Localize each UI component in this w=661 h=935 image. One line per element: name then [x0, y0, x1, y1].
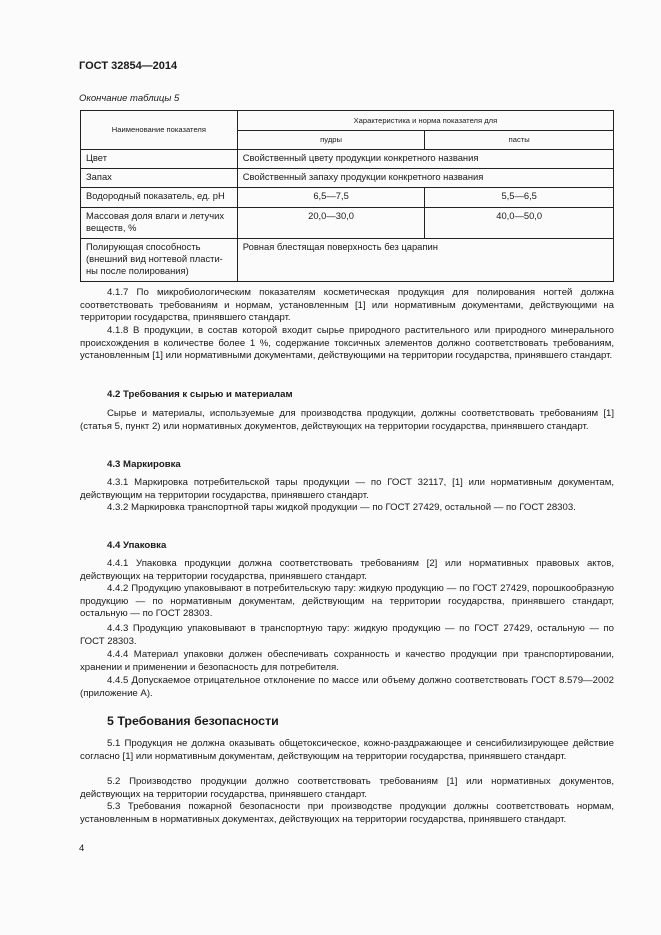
table-row	[81, 239, 614, 282]
heading-4-4: 4.4 Упаковка	[107, 540, 167, 551]
paragraph-5-3: 5.3 Требования пожарной безопасности при производстве продукции должны соответствовать нормам, установленным в нормативных документах, действующих на территории государства, принявшего стандарт.	[80, 801, 614, 825]
heading-4-2: 4.2 Требования к сырью и материалам	[107, 389, 293, 400]
properties-table	[80, 110, 614, 282]
table-caption: Окончание таблицы 5	[79, 93, 180, 104]
paragraph-5-2: 5.2 Производство продукции должно соответствовать требованиям [1] или нормативных документов, действующих на территории государства, принявшего стандарт.	[80, 776, 614, 800]
table-row	[81, 208, 614, 239]
row-value-powder: 6,5—7,5	[237, 188, 425, 208]
paragraph-4-4-5: 4.4.5 Допускаемое отрицательное отклонение по массе или объему должно соответствовать ГОСТ 8.579—2002 (приложение А).	[80, 675, 614, 699]
row-name: Запах	[81, 169, 238, 188]
row-value: Свойственный запаху продукции конкретного названия	[237, 169, 613, 188]
row-name: Водородный показатель, ед. pH	[81, 188, 238, 208]
paragraph-4-3-2: 4.3.2 Маркировка транспортной тары жидкой продукции — по ГОСТ 27429, остальной — по ГОСТ 28303.	[107, 502, 576, 513]
paragraph-4-3-1: 4.3.1 Маркировка потребительской тары продукции — по ГОСТ 32117, [1] или нормативным документам, действующим на территории государства, принявшего стандарт.	[80, 477, 614, 501]
header-paste: пасты	[425, 131, 614, 150]
paragraph-4-2: Сырье и материалы, используемые для производства продукции, должны соответствовать требованиям [1] (статья 5, пункт 2) или нормативных документов, действующих на территории государства, принявшего стандарт.	[80, 408, 614, 432]
row-value-paste: 40,0—50,0	[425, 208, 614, 239]
paragraph-5-1: 5.1 Продукция не должна оказывать общетоксическое, кожно-раздражающее и сенсибилизирующее действие согласно [1] или нормативным документам, действующим на территории государства, принявшего стандарт.	[80, 738, 614, 762]
row-name: Массовая доля влаги и летучих веществ, %	[81, 208, 238, 239]
row-value: Свойственный цвету продукции конкретного названия	[237, 150, 613, 169]
paragraph-4-4-4: 4.4.4 Материал упаковки должен обеспечивать сохранность и качество продукции при транспортировании, хранении и применении и безопасность для потребителя.	[80, 649, 614, 673]
row-name: Цвет	[81, 150, 238, 169]
document-code: ГОСТ 32854—2014	[79, 60, 178, 72]
paragraph-4-1-7: 4.1.7 По микробиологическим показателям косметическая продукция для полирования ногтей должна соответствовать требованиям и нормам, установленным [1] или нормативным документами, действующими на территории государства, принявшего стандарт.	[80, 287, 614, 324]
table-row	[81, 150, 614, 169]
row-name: Полирующая способность (внешний вид ногтевой пласти-ны после полирования)	[81, 239, 238, 282]
page-number: 4	[79, 843, 85, 854]
paragraph-4-4-2: 4.4.2 Продукцию упаковывают в потребительскую тару: жидкую продукцию — по ГОСТ 27429, порошкообразную продукцию — по нормативным документам, действующим на территории государства, принявшего стандарт, остальную — по ГОСТ 28303.	[80, 583, 614, 620]
row-value-powder: 20,0—30,0	[237, 208, 425, 239]
heading-section-5: 5 Требования безопасности	[107, 714, 279, 728]
table-row	[81, 169, 614, 188]
paragraph-4-4-1: 4.4.1 Упаковка продукции должна соответствовать требованиям [2] или нормативных правовых актов, действующих на территории государства, принявшего стандарт.	[80, 558, 614, 582]
row-value: Ровная блестящая поверхность без царапин	[237, 239, 613, 282]
header-indicator-name: Наименование показателя	[81, 111, 238, 150]
header-characteristic-group: Характеристика и норма показателя для	[237, 111, 613, 131]
header-powder: пудры	[237, 131, 425, 150]
table-header-row	[81, 111, 614, 131]
table-row	[81, 188, 614, 208]
row-value-paste: 5,5—6,5	[425, 188, 614, 208]
paragraph-4-1-8: 4.1.8 В продукции, в состав которой входит сырье природного растительного или природного минерального происхождения в количестве более 1 %, содержание токсичных элементов должно соответствовать требованиям, установленным [1] или нормативными документами, действующими на территории государства, принявшего стандарт.	[80, 325, 614, 362]
heading-4-3: 4.3 Маркировка	[107, 459, 181, 470]
paragraph-4-4-3: 4.4.3 Продукцию упаковывают в транспортную тару: жидкую продукцию — по ГОСТ 27429, остальную — по ГОСТ 28303.	[80, 623, 614, 647]
